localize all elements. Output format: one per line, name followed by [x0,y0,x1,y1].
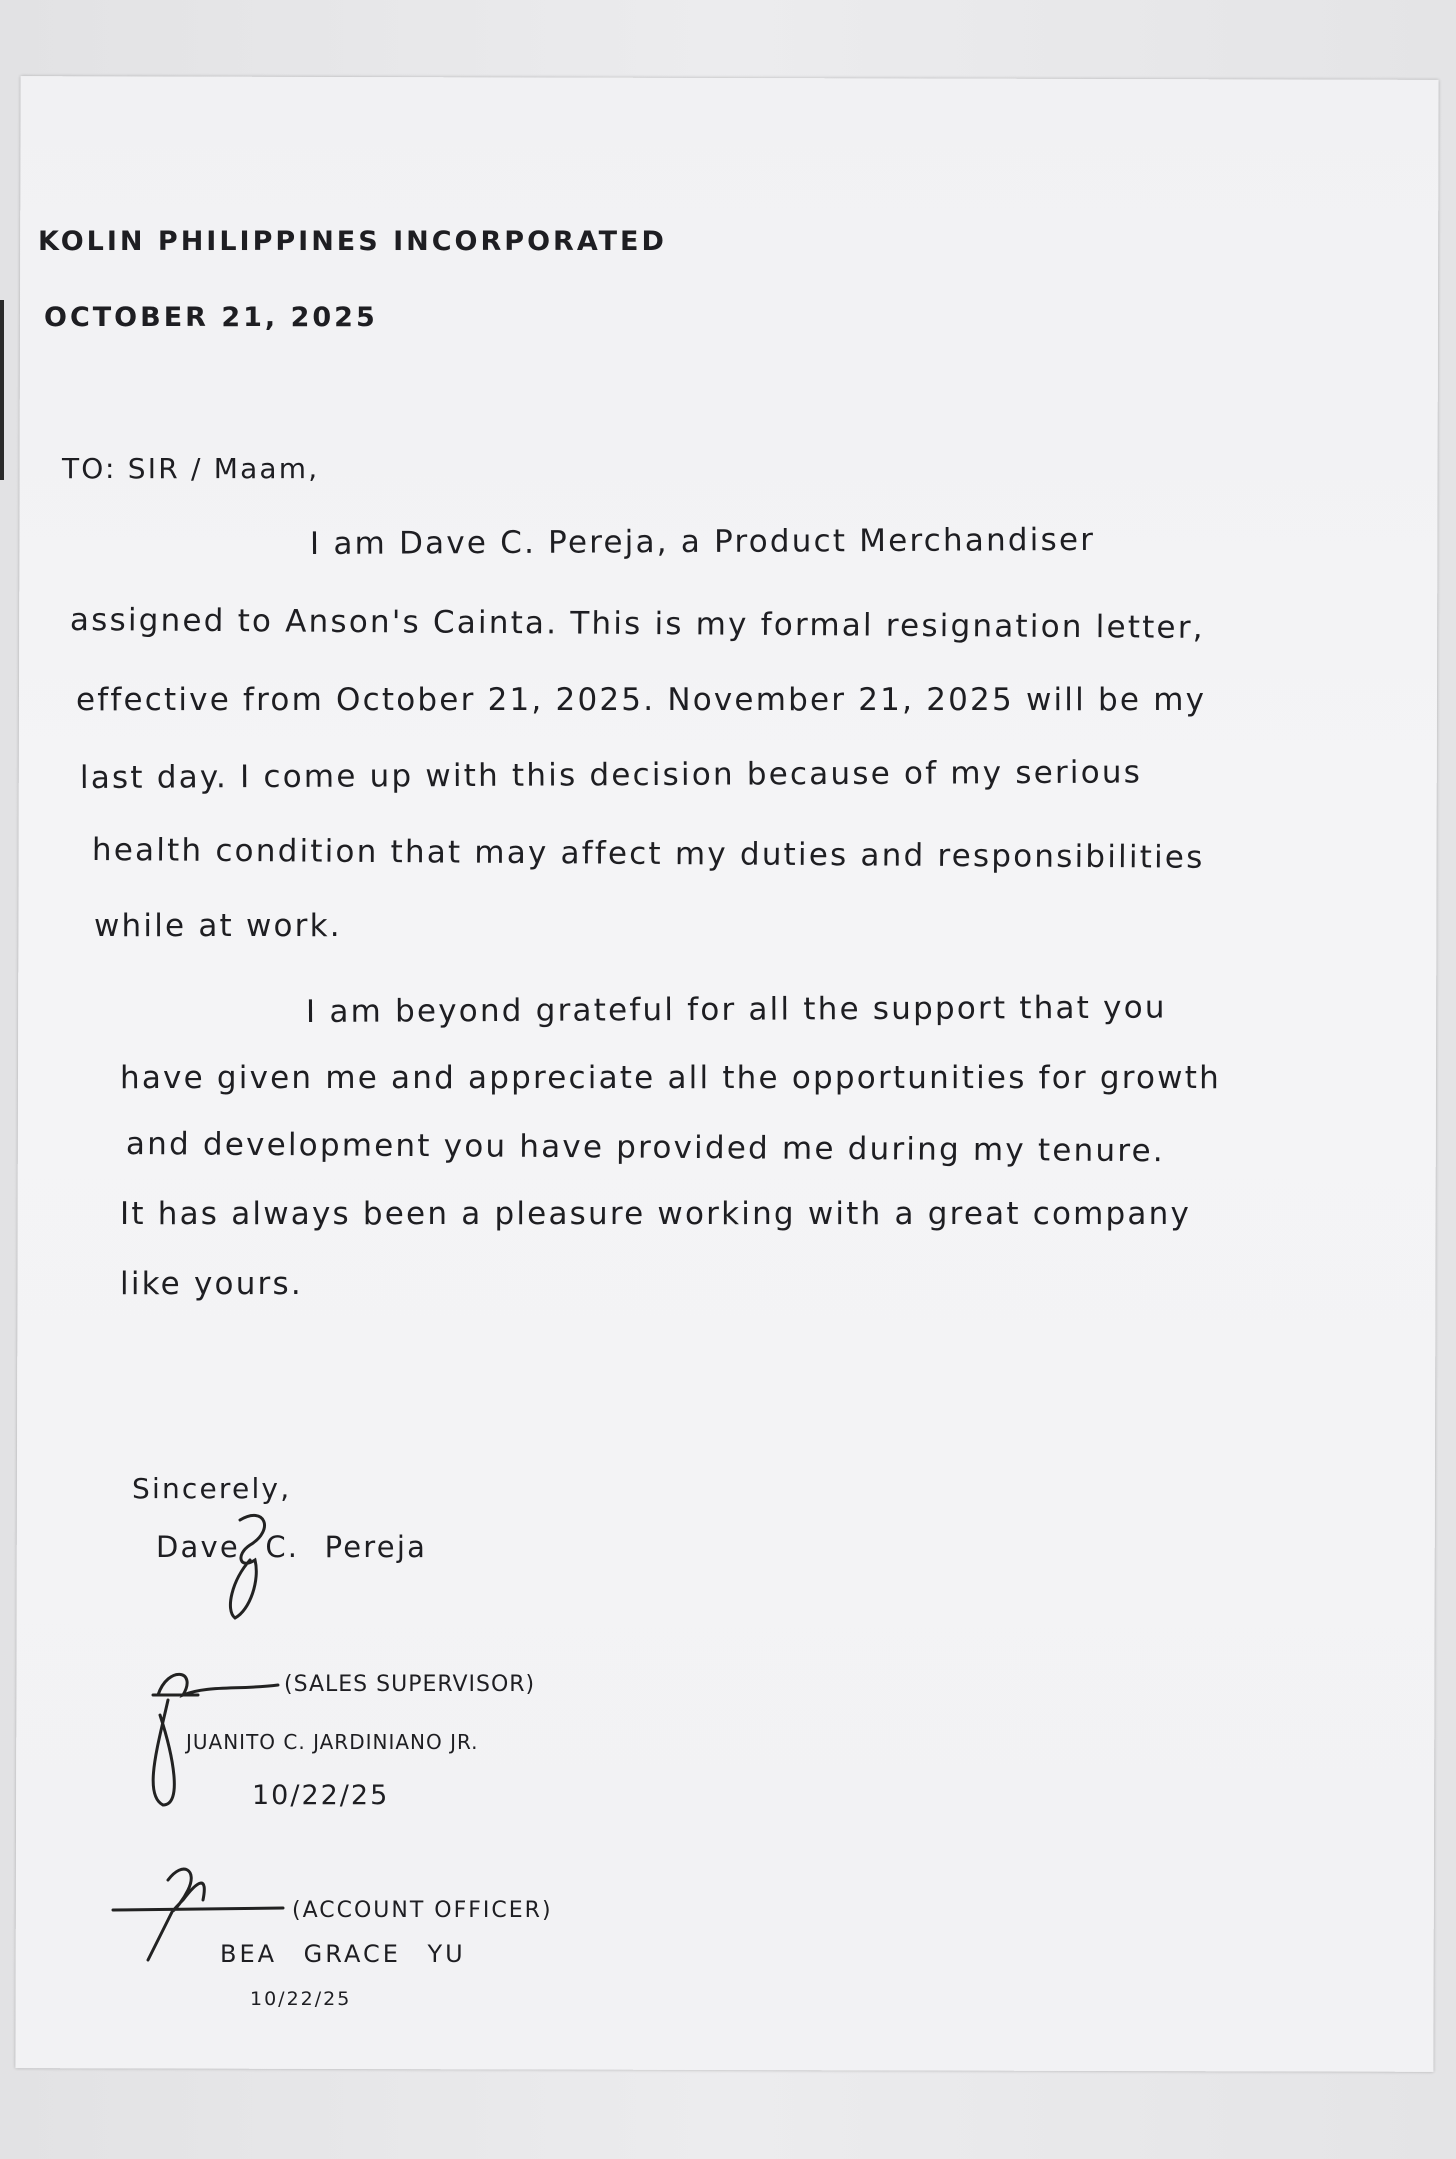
paragraph1-line2: assigned to Anson's Cainta. This is my formal resignation letter, [69,602,1205,646]
letter-date: OCTOBER 21, 2025 [44,302,378,333]
company-name: KOLIN PHILIPPINES INCORPORATED [38,226,667,257]
approval2-role: (ACCOUNT OFFICER) [292,1898,553,1923]
paragraph1-line5: health condition that may affect my duties and responsibilities [91,832,1205,876]
paragraph1-line3: effective from October 21, 2025. November 21, 2025 will be my [76,682,1207,718]
scan-edge-shadow [0,300,4,480]
signer-name: Dave C. Pereja [156,1530,428,1564]
approval2-name: BEA GRACE YU [220,1940,466,1968]
approval2-date: 10/22/25 [250,1988,352,2010]
signature-dave [210,1500,300,1630]
approval1-date: 10/22/25 [252,1780,390,1811]
paragraph2-line2: have given me and appreciate all the opportunities for growth [120,1060,1221,1096]
salutation: TO: SIR / Maam, [62,452,320,485]
approval1-role: (SALES SUPERVISOR) [284,1672,536,1697]
paragraph1-line1: I am Dave C. Pereja, a Product Merchandiser [309,521,1096,562]
paragraph1-line4: last day. I come up with this decision because of my serious [79,754,1143,796]
paragraph2-line4: It has always been a pleasure working with a great company [120,1196,1192,1232]
paragraph2-line5: like yours. [120,1266,303,1302]
paragraph1-line6: while at work. [94,908,342,944]
paragraph2-line1: I am beyond grateful for all the support that you [305,989,1167,1030]
closing: Sincerely, [132,1472,292,1505]
paragraph2-line3: and development you have provided me during my tenure. [125,1126,1166,1170]
approval1-name: JUANITO C. JARDINIANO JR. [186,1730,479,1754]
